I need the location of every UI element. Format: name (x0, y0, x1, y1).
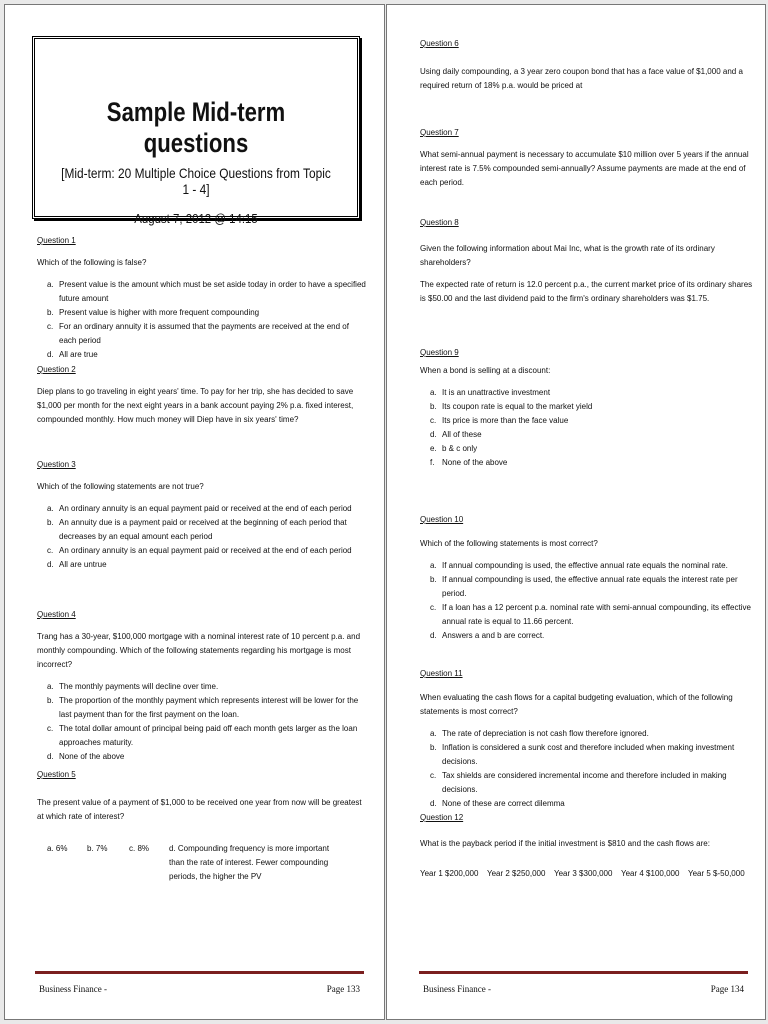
question-text: Which of the following statements are not true? (37, 482, 204, 491)
question-heading: Question 1 (37, 236, 76, 245)
option-item: b. The proportion of the monthly payment which represents interest will be lower for the last payment than for the first payment on the loan. (47, 696, 359, 719)
option-item: c. The total dollar amount of principal being paid off each month gets larger as the loan approaches maturity. (47, 724, 358, 747)
question-1 (37, 234, 367, 362)
question-text: Given the following information about Mai Inc, what is the growth rate of its ordinary shareholders? (420, 244, 715, 267)
option-item: a. The rate of depreciation is not cash flow therefore ignored. (430, 729, 649, 738)
question-text: Trang has a 30-year, $100,000 mortgage with a nominal interest rate of 10 percent p.a. and monthly compounding. Which of the following statements regarding his mortgage is most incorrect? (37, 632, 361, 669)
question-8 (420, 216, 758, 306)
question-heading: Question 10 (420, 515, 464, 524)
footer-rule (35, 971, 364, 974)
cash-flow-year: Year 2 $250,000 (487, 869, 546, 878)
option-item: b. Its coupon rate is equal to the market yield (430, 402, 593, 411)
option-item: b. Present value is higher with more frequent compounding (47, 308, 260, 317)
options-list (37, 278, 367, 362)
cash-flow-year: Year 5 $-50,000 (688, 869, 745, 878)
question-12 (420, 811, 758, 881)
question-heading: Question 3 (37, 460, 76, 469)
question-11 (420, 667, 758, 811)
question-5 (37, 768, 367, 881)
option-item: c. For an ordinary annuity it is assumed that the payments are received at the end of each period (47, 322, 349, 345)
option-item: a. Present value is the amount which must be set aside today in order to have a specified future amount (47, 280, 366, 303)
question-text: What is the payback period if the initial investment is $810 and the cash flows are: (420, 839, 710, 848)
question-text: What semi-annual payment is necessary to accumulate $10 million over 5 years if the annual interest rate is 7.5% compounded semi-annually? Assume payments are made at the end of each period. (420, 150, 749, 187)
title-box (32, 36, 360, 226)
question-3 (37, 458, 367, 572)
options-list (420, 386, 758, 470)
question-text-2: The expected rate of return is 12.0 percent p.a., the current market price of its ordinary shares is $50.00 and the last dividend paid to the firm's ordinary shareholders was $1.75. (420, 280, 753, 303)
question-heading: Question 12 (420, 813, 464, 822)
option-item: a. The monthly payments will decline over time. (47, 682, 219, 691)
option-item: c. Tax shields are considered incremental income and therefore included in making decisions. (430, 771, 727, 794)
question-4 (37, 608, 367, 764)
options-list (37, 502, 367, 572)
question-heading: Question 8 (420, 218, 459, 227)
option-item: c. If a loan has a 12 percent p.a. nominal rate with semi-annual compounding, its effective annual rate is equal to 11.66 percent. (430, 603, 751, 626)
question-7 (420, 126, 758, 190)
option-item: d. Answers a and b are correct. (430, 631, 545, 640)
option-a: a. 6% (47, 844, 68, 853)
footer-rule (419, 971, 748, 974)
page-number: Page 134 (710, 984, 744, 994)
question-heading: Question 9 (420, 348, 459, 357)
question-9 (420, 346, 758, 470)
question-text: Which of the following statements is most correct? (420, 539, 598, 548)
footer-course: Business Finance - (423, 984, 491, 994)
question-2 (37, 363, 367, 427)
options-list (420, 559, 758, 643)
options-list (37, 680, 367, 764)
option-d: d. Compounding frequency is more important than the rate of interest. Fewer compounding periods, the higher the PV (169, 844, 330, 881)
question-text: When a bond is selling at a discount: (420, 366, 551, 375)
option-b: b. 7% (87, 844, 108, 853)
question-10 (420, 513, 758, 643)
document-date: August 7, 2012 @ 14:15 (134, 211, 258, 226)
option-item: f. None of the above (430, 458, 508, 467)
option-item: d. All of these (430, 430, 482, 439)
question-text: Which of the following is false? (37, 258, 147, 267)
page-left (4, 4, 385, 1020)
question-heading: Question 5 (37, 770, 76, 779)
option-item: a. An ordinary annuity is an equal payment paid or received at the end of each period (47, 504, 352, 513)
question-text: The present value of a payment of $1,000 to be received one year from now will be greatest at which rate of interest? (37, 798, 362, 821)
option-c: c. 8% (129, 844, 150, 853)
option-item: d. All are true (47, 350, 98, 359)
cash-flow-row (420, 867, 758, 881)
option-item: d. All are untrue (47, 560, 107, 569)
right-footer (419, 971, 748, 994)
question-text: When evaluating the cash flows for a capital budgeting evaluation, which of the following statements is most correct? (420, 693, 733, 716)
question-text: Using daily compounding, a 3 year zero coupon bond that has a face value of $1,000 and a required return of 18% p.a. would be priced at (420, 67, 743, 90)
question-heading: Question 2 (37, 365, 76, 374)
left-footer (35, 971, 364, 994)
document-title: Sample Mid-term questions (106, 97, 286, 158)
document-subtitle: [Mid-term: 20 Multiple Choice Questions from Topic 1 - 4] (61, 165, 331, 197)
option-item: d. None of these are correct dilemma (430, 799, 565, 808)
question-heading: Question 4 (37, 610, 76, 619)
footer-course: Business Finance - (39, 984, 107, 994)
question-6 (420, 37, 758, 93)
cash-flow-year: Year 1 $200,000 (420, 869, 479, 878)
question-heading: Question 11 (420, 669, 463, 678)
question-text: Diep plans to go traveling in eight years' time. To pay for her trip, she has decided to save $1,000 per month for the next eight years in a bank account paying 2% p.a. fixed interest, compounded monthly. How much money will Diep have in six years' time? (37, 387, 354, 424)
options-list (420, 727, 758, 811)
options-row (37, 842, 367, 881)
option-item: d. None of the above (47, 752, 125, 761)
page-number: Page 133 (326, 984, 360, 994)
cash-flow-year: Year 4 $100,000 (621, 869, 680, 878)
question-heading: Question 7 (420, 128, 459, 137)
option-item: c. An ordinary annuity is an equal payment paid or received at the end of each period (47, 546, 352, 555)
page-right (386, 4, 766, 1020)
option-item: e. b & c only (430, 444, 478, 453)
option-item: c. Its price is more than the face value (430, 416, 569, 425)
cash-flow-year: Year 3 $300,000 (554, 869, 613, 878)
option-item: a. It is an unattractive investment (430, 388, 551, 397)
option-item: b. An annuity due is a payment paid or received at the beginning of each period that decreases by an equal amount each period (47, 518, 347, 541)
option-item: a. If annual compounding is used, the effective annual rate equals the nominal rate. (430, 561, 728, 570)
question-heading: Question 6 (420, 39, 459, 48)
option-item: b. Inflation is considered a sunk cost and therefore included when making investment decisions. (430, 743, 735, 766)
option-item: b. If annual compounding is used, the effective annual rate equals the interest rate per period. (430, 575, 738, 598)
